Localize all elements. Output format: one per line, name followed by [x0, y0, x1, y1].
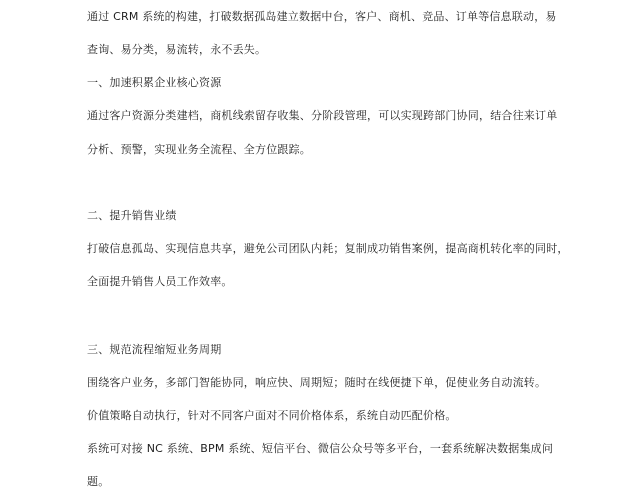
section-2-line-2: 全面提升销售人员工作效率。 [87, 275, 233, 288]
section-2-heading: 二、提升销售业绩 [87, 209, 177, 222]
intro-line-1: 通过 CRM 系统的构建，打破数据孤岛建立数据中台，客户、商机、竞品、订单等信息联动，易 [87, 10, 557, 23]
section-3-paragraph-1: 围绕客户业务，多部门智能协同，响应快、周期短；随时在线便捷下单，促使业务自动流转。 [87, 376, 547, 389]
section-1-heading: 一、加速积累企业核心资源 [87, 76, 222, 89]
section-3-paragraph-2: 价值策略自动执行，针对不同客户面对不同价格体系，系统自动匹配价格。 [87, 409, 457, 422]
section-3-heading: 三、规范流程缩短业务周期 [87, 343, 222, 356]
section-2-line-1: 打破信息孤岛、实现信息共享，避免公司团队内耗；复制成功销售案例，提高商机转化率的同时， [87, 242, 569, 255]
section-3-paragraph-3-line-2: 题。 [87, 475, 110, 488]
section-1-line-2: 分析、预警，实现业务全流程、全方位跟踪。 [87, 143, 311, 156]
intro-line-2: 查询、易分类，易流转，永不丢失。 [87, 43, 267, 56]
section-1-line-1: 通过客户资源分类建档，商机线索留存收集、分阶段管理，可以实现跨部门协同，结合往来订单 [87, 109, 558, 122]
section-3-paragraph-3-line-1: 系统可对接 NC 系统、BPM 系统、短信平台、微信公众号等多平台，一套系统解决数据集成问 [87, 442, 554, 455]
